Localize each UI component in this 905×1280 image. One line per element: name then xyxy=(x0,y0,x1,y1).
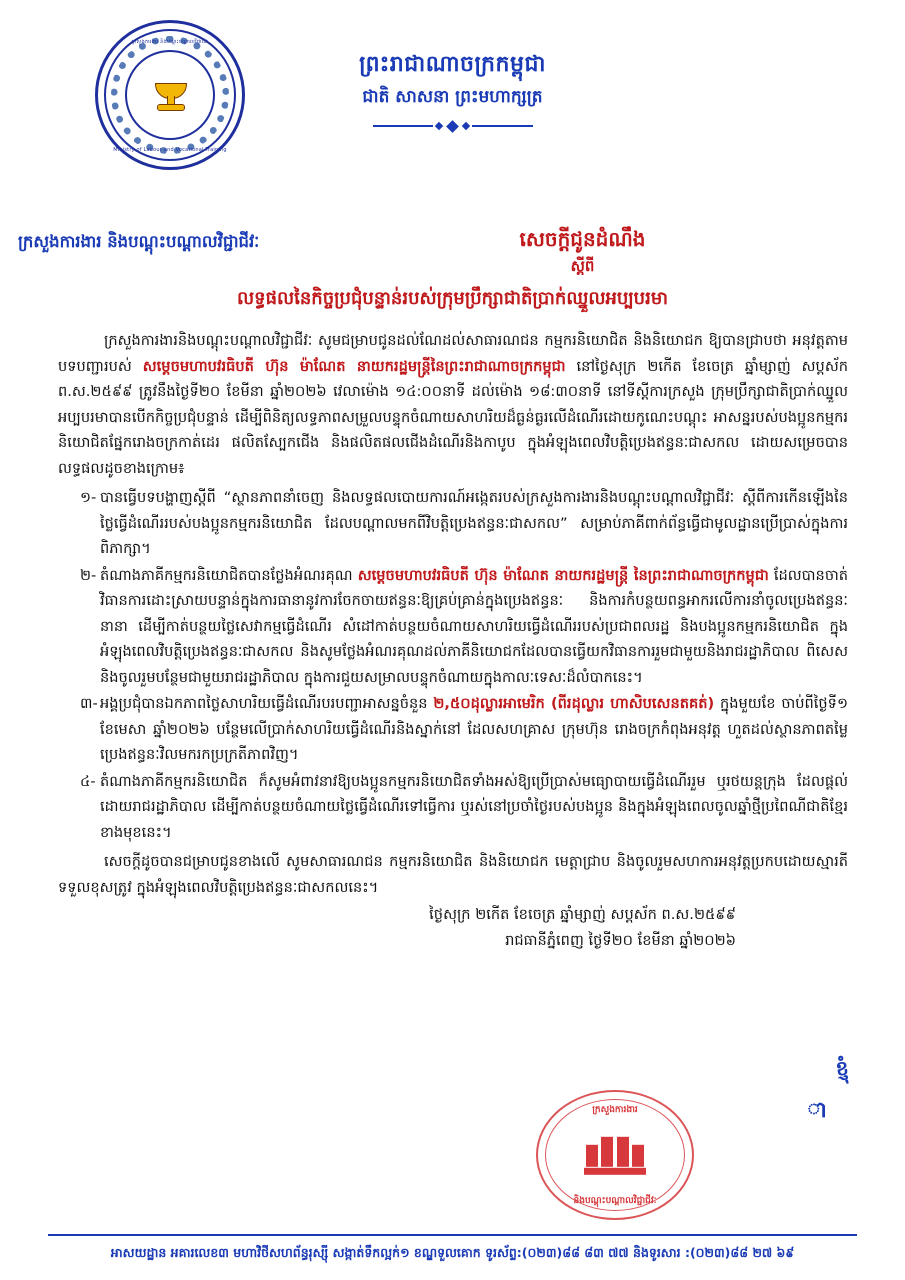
list-item xyxy=(58,563,848,691)
temple-icon xyxy=(584,1131,646,1175)
seal-top-label: ក្រសួងការងារ xyxy=(592,1105,638,1115)
list-item-text xyxy=(100,485,848,562)
list-item-segment: តំណាងភាគីកម្មករនិយោជិត ក៏សូមអំពាវនាវឱ្យបងប្អូនកម្មករនិយោជិតទាំងអស់ឱ្យប្រើប្រាស់មធ្យោបាយធ្វើដំណើររួម ឬរថយន្តក្រុង ដែលផ្តល់ដោយរាជរដ្ឋាភិបាល ដើម្បីកាត់បន្ថយចំណាយថ្លៃធ្វើដំណើរទៅធ្វើការ ឬរស់នៅប្រចាំថ្ងៃរបស់បងប្អូន និងក្នុងអំឡុងពេលចូលឆ្នាំថ្មីប្រពៃណីជាតិខ្មែរខាងមុខនេះ។ xyxy=(100,772,848,841)
list-item-number: ១- xyxy=(80,489,97,506)
document-title-subject-label: ស្តីពី xyxy=(570,257,595,275)
numbered-list xyxy=(58,485,848,845)
footer-divider xyxy=(48,1234,857,1236)
list-item-segment: ដែលបានចាត់វិធានការដោះស្រាយបន្ទាន់ក្នុងការធានានូវការចែកចាយឥន្ធនៈឱ្យគ្រប់គ្រាន់ក្នុងប្រេងឥន្ធនៈ និងការកំបន្ថយពន្ធអាករលើការនាំចូលប្រេងឥន្ធនៈ នានា ដើម្បីកាត់បន្ថយថ្លៃសេវាកម្មធ្វើដំណើរ សំដៅកាត់បន្ថយចំណាយសាហរិយធ្វើដំណើររបស់ប្រជាពលរដ្ឋ និងបងប្អូនកម្មករនិយោជិត ក្នុងអំឡុងពេលវិបត្តិប្រេងឥន្ធនៈជាសកល និងសូមថ្លែងអំណរគុណដល់ភាគីនិយោជកដែលបានធ្វើយកវិធានការរួមជាមួយនិងរាជរដ្ឋាភិបាល ពិសេស និងចូលរួមបន្ថែមជាមួយរាជរដ្ឋាភិបាល ក្នុងការជួយសម្រាលបន្ទុកចំណាយក្នុងកាលៈទេសៈដ៏លំបាកនេះ។ xyxy=(100,566,848,686)
intro-text-b: នៅថ្ងៃសុក្រ ២កើត ខែចេត្រ ឆ្នាំម្សាញ់ សប្តស័ក ព.ស.២៥៩៩ ត្រូវនឹងថ្ងៃទី២០ ខែមីនា ឆ្នាំ២០២៦ វេលាម៉ោង ១៤:០០នាទី ដល់ម៉ោង ១៨:៣០នាទី នៅទីស្តីការក្រសួង ក្រុមប្រឹក្សាជាតិប្រាក់ឈ្នួលអប្បបរមាបានបើកកិច្ចប្រជុំបន្ទាន់ ដើម្បីពិនិត្យលទ្ធភាពសម្រួលបន្ទុកចំណាយសាហរិយដ៏ធ្ងន់ធ្ងរលើដំណើរដោយកូណេះបណ្តុះ អាសន្នរបស់បងប្អូនកម្មករនិយោជិតផ្នែករោងចក្រកាត់ដេរ ផលិតស្បែកជើង និងផលិតផលជើងដំណើរនិងកាបូប ក្នុងអំឡុងពេលវិបត្តិប្រេងឥន្ធនៈជាសកល ដោយសម្រេចបានលទ្ធផលដូចខាងក្រោម៖ xyxy=(58,357,848,477)
ministry-name-label: ក្រសួងការងារ និងបណ្តុះបណ្តាលវិជ្ជាជីវៈ xyxy=(18,232,260,251)
list-item-segment: បានធ្វើបទបង្ហាញស្តីពី “ស្ថានភាពនាំចេញ និងលទ្ធផលបោយការណ៍អង្កេតរបស់ក្រសួងការងារនិងបណ្តុះបណ្តាលវិជ្ជាជីវៈ ស្តីពីការកើនឡើងនៃថ្លៃធ្វើដំណើររបស់បងប្អូនកម្មករនិយោជិត ដែលបណ្តាលមកពីវិបត្តិប្រេងឥន្ធនៈជាសកល” សម្រាប់ភាគីពាក់ព័ន្ធធ្វើជាមូលដ្ឋានប្រើប្រាស់ក្នុងការពិភាក្សា។ xyxy=(100,489,848,557)
kingdom-title: ព្រះរាជាណាចក្រកម្ពុជា xyxy=(359,52,546,77)
list-item xyxy=(58,769,848,846)
list-item-text xyxy=(100,691,848,768)
document-title-subject: លទ្ធផលនៃកិច្ចប្រជុំបន្ទាន់របស់ក្រុមប្រឹក្សាជាតិប្រាក់ឈ្នួលអប្បបរមា xyxy=(237,288,668,309)
pm-title-1: នៃព្រះរាជាណាចក្រកម្ពុជា xyxy=(430,357,566,375)
list-item-segment: តំណាងភាគីកម្មករនិយោជិតបានថ្លែងអំណរគុណ xyxy=(100,566,358,584)
allowance-amount: ២,៥០ដុល្លារអាមេរិក (ពីរដុល្លារ ហាសិបសេនតគត់) xyxy=(433,695,715,712)
list-item-number: ២- xyxy=(80,566,97,584)
list-item-text xyxy=(100,563,848,691)
list-item-number: ៣- xyxy=(80,695,98,712)
document-body xyxy=(58,328,848,954)
emblem-band-bottom-label: Ministry of Labour and Vocational Training xyxy=(113,147,227,153)
list-item-segment: អង្គប្រជុំបានឯកភាពថ្លៃសាហរិយធ្វើដំណើរបរបញ្ជាអាសន្នចំនួន xyxy=(100,695,434,712)
signature-mark-1: ខ្ញុំ xyxy=(834,1055,851,1081)
footer-address: អាសយដ្ឋាន អគារលេខ៣ មហាវិថីសហព័ន្ធរុស្ស៊ី សង្កាត់ទឹកល្អក់១ ខណ្ឌទួលគោក ទូរស័ព្ទ:(០២៣)៨៨ ៨៣ ៧៧ និងទូរសារ :(០២៣)៨៨ ២៧ ៦៩ xyxy=(110,1245,795,1260)
list-item-segment: ក្នុងមួយខែ ចាប់ពីថ្ងៃទី១ ខែមេសា ឆ្នាំ២០២៦ បន្ថែមលើប្រាក់សាហរិយធ្វើដំណើរនិងស្នាក់នៅ ដែលសហគ្រាស ក្រុមហ៊ុន រោងចក្រកំពុងអនុវត្ត ហួតដល់ស្ថានភាពតម្លៃប្រេងឥន្ធនៈវិលមករកប្រក្រតីភាពវិញ។ xyxy=(100,695,848,763)
kingdom-motto: ជាតិ សាសនា ព្រះមហាក្សត្រ xyxy=(362,87,543,107)
divider-ornament xyxy=(373,118,533,134)
list-item-number: ៤- xyxy=(80,772,96,790)
intro-text-a: ក្រសួងការងារនិងបណ្តុះបណ្តាលវិជ្ជាជីវៈ សូមជម្រាបជូនដល់ណែដល់សាធារណជន កម្មករនិយោជិត និងនិយោជក ឱ្យបានជ្រាបថា អនុវត្តតាមបទបញ្ជារបស់ xyxy=(58,332,848,375)
official-seal xyxy=(536,1090,694,1220)
intro-paragraph xyxy=(58,328,848,481)
list-item-text xyxy=(100,769,848,846)
document-title-main: សេចក្តីជូនដំណឹង xyxy=(519,227,646,251)
date-block xyxy=(58,902,848,954)
pm-name-1: សម្តេចមហាបវរធិបតី ហ៊ុន ម៉ាណែត នាយករដ្ឋមន្ត្រី xyxy=(142,357,431,375)
list-item xyxy=(58,691,848,768)
list-item xyxy=(58,485,848,562)
date-buddhist-line: ថ្ងៃសុក្រ ២កើត ខែចេត្រ ឆ្នាំម្សាញ់ សប្តស័ក ព.ស.២៥៩៩ xyxy=(429,906,736,923)
document-title-block xyxy=(300,226,865,279)
pm-name-2: សម្តេចមហាបវរធិបតី ហ៊ុន ម៉ាណែត នាយករដ្ឋមន្ត្រី នៃព្រះរាជាណាចក្រកម្ពុជា xyxy=(357,566,769,584)
date-gregorian-line: រាជធានីភ្នំពេញ ថ្ងៃទី២០ ខែមីនា ឆ្នាំ២០២៦ xyxy=(505,932,736,949)
seal-bottom-label: និងបណ្តុះបណ្តាលវិជ្ជាជីវៈ xyxy=(573,1196,657,1206)
emblem-band-top-label: ក្រសួងការងារ និងបណ្តុះបណ្តាលវិជ្ជាជីវៈ xyxy=(131,39,209,45)
signature-mark-2: ា xyxy=(807,1098,827,1123)
document-header xyxy=(0,0,905,215)
closing-paragraph: សេចក្តីដូចបានជម្រាបជូនខាងលើ សូមសាធារណជន កម្មករនិយោជិត និងនិយោជក មេត្តាជ្រាប និងចូលរួមសហការអនុវត្តប្រកបដោយស្មារតីទទួលខុសត្រូវ ក្នុងអំឡុងពេលវិបត្តិប្រេងឥន្ធនៈជាសកលនេះ។ xyxy=(58,853,848,896)
